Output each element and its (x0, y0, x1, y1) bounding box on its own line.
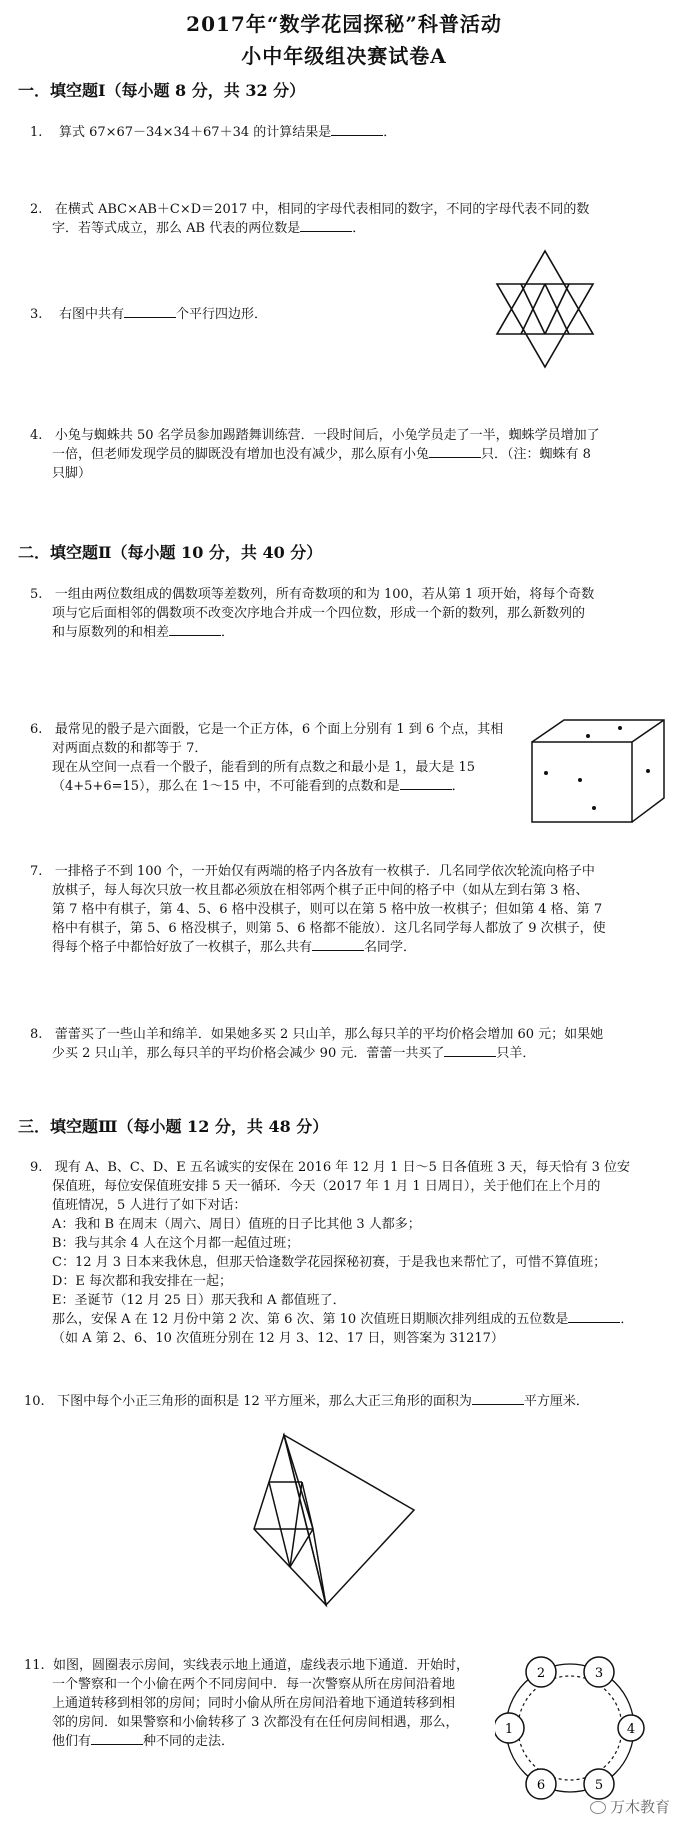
underground-passage-ring (518, 1676, 622, 1780)
svg-text:1: 1 (504, 1722, 514, 1737)
question-8: 8. 蕾蕾买了一些山羊和绵羊．如果她多买 2 只山羊，那么每只羊的平均价格会增加 60 元；如果她 少买 2 只山羊，那么每只羊的平均价格会减少 90 元．蕾蕾一共买了 只羊． (30, 1027, 604, 1061)
svg-text:3: 3 (594, 1666, 604, 1681)
question-number: 10. (24, 1394, 45, 1409)
answer-blank[interactable] (331, 123, 383, 136)
question-number: 3. (30, 307, 43, 322)
answer-blank[interactable] (91, 1732, 143, 1745)
answer-blank[interactable] (429, 445, 481, 458)
page-title: 2017年“数学花园探秘”科普活动 (186, 12, 502, 36)
answer-blank[interactable] (472, 1392, 524, 1405)
answer-blank[interactable] (312, 938, 364, 951)
question-number: 6. (30, 722, 43, 737)
ground-passage-ring (506, 1664, 634, 1792)
dice-cube-figure (530, 718, 670, 824)
room-node-1 (495, 1713, 524, 1743)
answer-blank[interactable] (124, 305, 176, 318)
question-number: 9. (30, 1160, 43, 1175)
question-4: 4. 小兔与蜘蛛共 50 名学员参加踢踏舞训练营．一段时间后，小兔学员走了一半，蜘蛛学员增加了 一倍，但老师发现学员的脚既没有增加也没有减少，那么原有小兔 只．（注：蜘蛛有 8 只脚） (30, 428, 600, 481)
section-heading-3: 三．填空题Ⅲ（每小题 12 分，共 48 分） (18, 1117, 329, 1136)
room-node-5 (584, 1769, 614, 1799)
answer-blank[interactable] (169, 623, 221, 636)
question-2: 2. 在横式 ABC×AB＋C×D＝2017 中，相同的字母代表相同的数字，不同的字母代表不同的数 字．若等式成立，那么 AB 代表的两位数是 ． (30, 202, 590, 236)
question-number: 11. (24, 1658, 45, 1673)
watermark: 万木教育 (590, 1796, 670, 1817)
section-heading-1: 一．填空题Ⅰ（每小题 8 分，共 32 分） (18, 81, 306, 100)
answer-blank[interactable] (444, 1044, 496, 1057)
question-number: 5. (30, 587, 43, 602)
question-6: 6. 最常见的骰子是六面骰，它是一个正方体，6 个面上分别有 1 到 6 个点，其相 对两面点数的和都等于 7． 现在从空间一点看一个骰子，能看到的所有点数之和最小是 1，最大是 15 （4+5+6=15），那么在 1～15 中，不可能看到的点数和是 ． (30, 722, 504, 794)
wechat-icon (590, 1801, 606, 1814)
svg-text:5: 5 (594, 1778, 604, 1793)
question-number: 2. (30, 202, 43, 217)
section-heading-2: 二．填空题Ⅱ（每小题 10 分，共 40 分） (18, 543, 323, 562)
question-9: 9. 现有 A、B、C、D、E 五名诚实的安保在 2016 年 12 月 1 日～5 日各值班 3 天，每天恰有 3 位安 保值班，每位安保值班安排 5 天一循环．今天（2017 年 1 月 1 日周日），关于他们在上个月的 值班情况，5 人进行了如下对话： A：我和 B 在周末（周六、周日）值班的日子比其他 3 人都多； B：我与其余 4 人在这个月都一起值过班； C：12 月 3 日本来我休息，但那天恰逢数学花园探秘初赛，于是我也来帮忙了，可惜不算值班； D：E 每次都和我安排在一起； E：圣诞节（12 月 25 日）那天我和 A 都值班了． 那么，安保 A 在 12 月份中第 2 次、第 6 次、第 10 次值班日期顺次排列组成的五位数是 ． （如 A 第 2、6、10 次值班分别在 12 月 3、12、17 日，则答案为 31217） (30, 1160, 634, 1346)
answer-blank[interactable] (568, 1310, 620, 1323)
question-number: 8. (30, 1027, 43, 1042)
room-node-2 (526, 1657, 556, 1687)
rooms-graph-figure (495, 1648, 645, 1808)
svg-text:4: 4 (626, 1722, 636, 1737)
question-number: 4. (30, 428, 43, 443)
page-subtitle: 小中年级组决赛试卷A (241, 44, 447, 68)
question-1: 1. 算式 67×67－34×34＋67＋34 的计算结果是 ． (30, 125, 397, 140)
question-number: 7. (30, 864, 43, 879)
room-node-3 (584, 1657, 614, 1687)
room-node-6 (526, 1769, 556, 1799)
answer-blank[interactable] (400, 777, 452, 790)
question-number: 1. (30, 125, 43, 140)
question-3: 3. 右图中共有 个平行四边形． (30, 307, 267, 322)
star-of-david-figure (490, 248, 600, 370)
answer-blank[interactable] (300, 219, 352, 232)
svg-text:2: 2 (536, 1666, 546, 1681)
question-11: 11. 如图，圆圈表示房间，实线表示地上通道，虚线表示地下通道．开始时， 一个警察和一个小偷在两个不同房间中．每一次警察从所在房间沿着地 上通道转移到相邻的房间；同时小偷从所在房间沿着地下通道转移到相 邻的房间．如果警察和小偷转移了 3 次都没有在任何房间相遇，那么， 他们有 种不同的走法． (24, 1658, 469, 1749)
svg-text:6: 6 (536, 1778, 546, 1793)
question-7: 7. 一排格子不到 100 个，一开始仅有两端的格子内各放有一枚棋子．几名同学依次轮流向格子中 放棋子，每人每次只放一枚且都必须放在相邻两个棋子正中间的格子中（如从左到右第 3 格、 第 7 格中有棋子，第 4、5、6 格中没棋子，则可以在第 5 格中放一枚棋子；但如第 4 格、第 7 格中有棋子，第 5、6 格没棋子，则第 5、6 格都不能放）．这几名同学每人都放了 9 次棋子，使 得每个格子中都恰好放了一枚棋子，那么共有 名同学． (30, 864, 606, 955)
question-10: 10. 下图中每个小正三角形的面积是 12 平方厘米，那么大正三角形的面积为 平方厘米． (24, 1394, 589, 1409)
question-text: 算式 67×67－34×34＋67＋34 的计算结果是 (58, 125, 332, 140)
room-node-4 (618, 1715, 644, 1741)
triangle-figure (250, 1425, 420, 1610)
question-5: 5. 一组由两位数组成的偶数项等差数列，所有奇数项的和为 100，若从第 1 项开始，将每个奇数 项与它后面相邻的偶数项不改变次序地合并成一个四位数，形成一个新的数列，那么新数列的 和与原数列的和相差 ． (30, 587, 595, 640)
